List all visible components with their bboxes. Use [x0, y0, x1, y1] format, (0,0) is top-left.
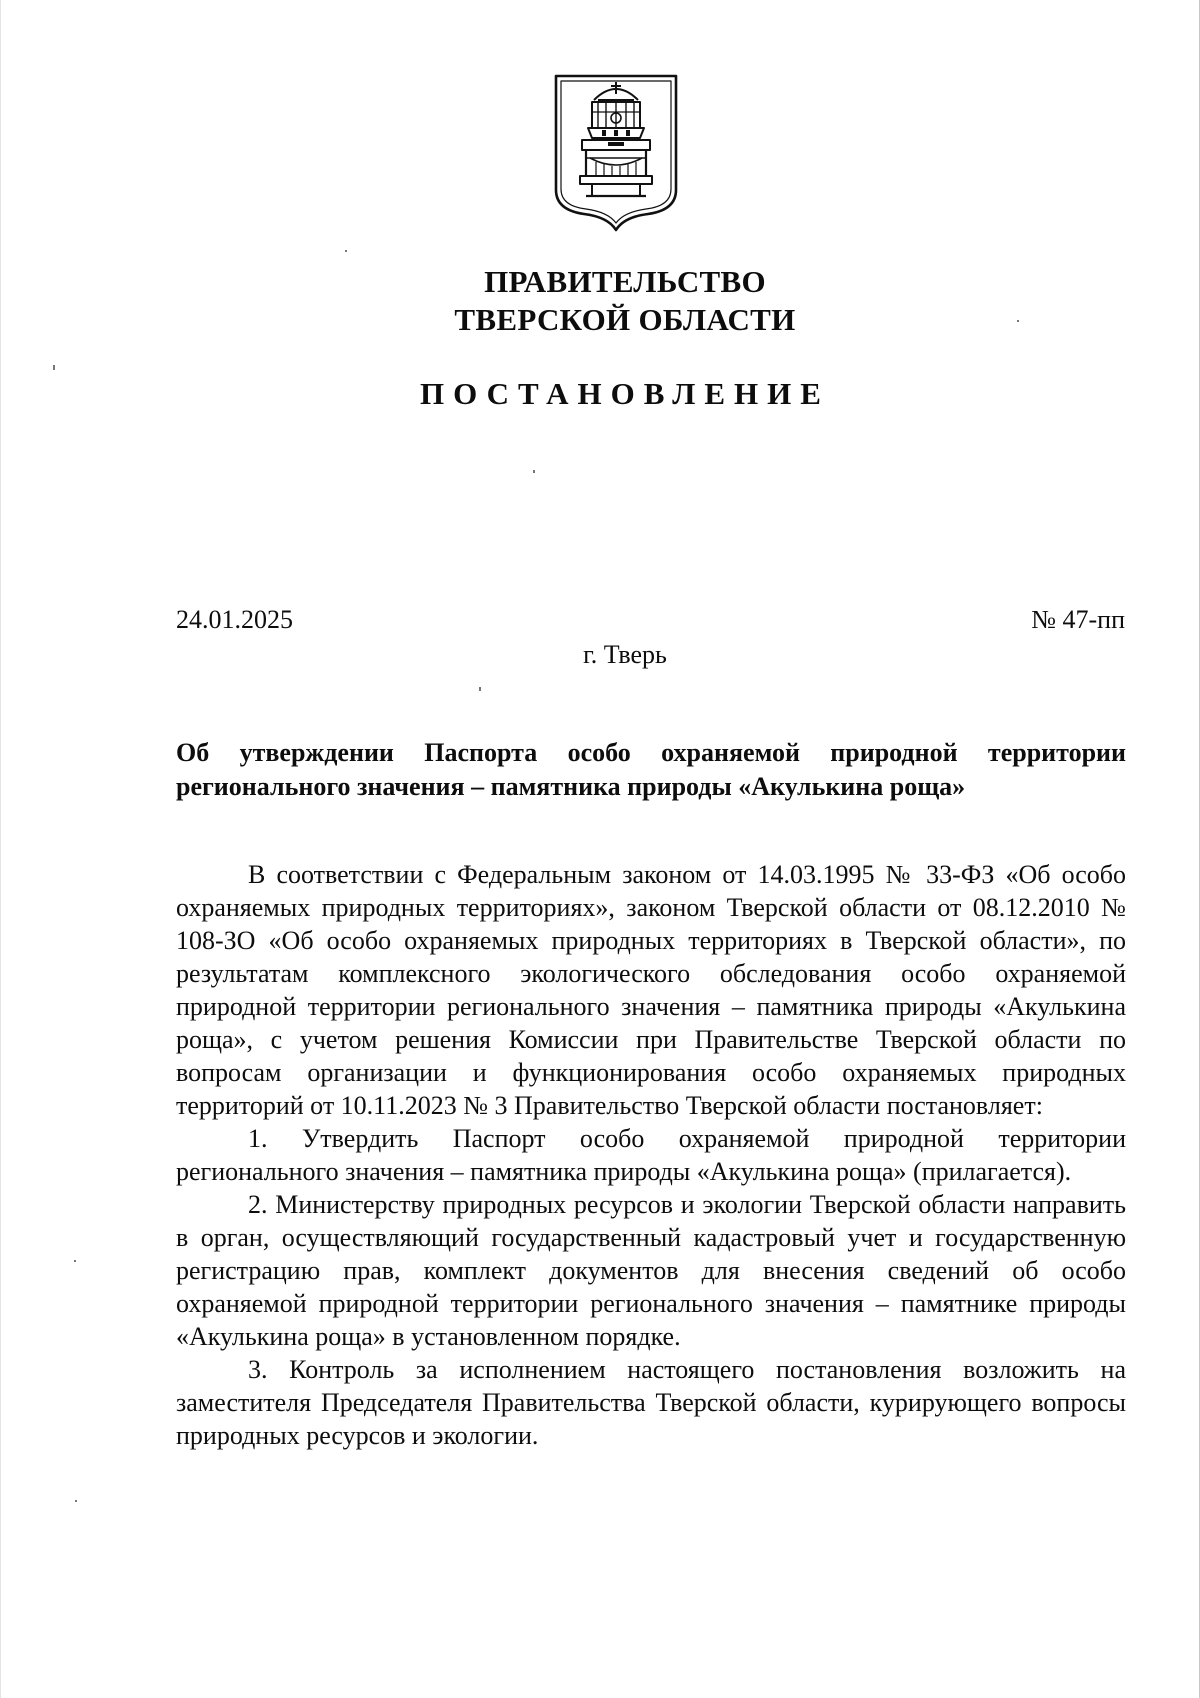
document-subject: Об утверждении Паспорта особо охраняемой природной территории регионального значения – памятника природы «Акулькина роща»: [176, 738, 1126, 801]
scan-speck: [1017, 320, 1019, 322]
body-paragraph-preamble: В соответствии с Федеральным законом от 14.03.1995 № 33-ФЗ «Об особо охраняемых природных территориях», законом Тверской области от 08.12.2010 № 108-ЗО «Об особо охраняемых природных территориях в Тверской области», по результатам комплексного экологического обследования особо охраняемой природной территории регионального значения – памятника природы «Акулькина роща», с учетом решения Комиссии при Правительстве Тверской области по вопросам организации и функционирования особо охраняемых природных территорий от 10.11.2023 № 3 Правительство Тверской области постановляет:: [176, 860, 1126, 1120]
scan-speck: [533, 470, 535, 473]
body-paragraph-item-3: 3. Контроль за исполнением настоящего постановления возложить на заместителя Председателя Правительства Тверской области, курирующего вопросы природных ресурсов и экологии.: [176, 1355, 1126, 1450]
document-number: № 47-пп: [1031, 605, 1125, 634]
scan-speck: [479, 687, 481, 691]
scan-speck: [74, 1260, 76, 1262]
scan-speck: [345, 250, 347, 252]
scan-speck: [75, 1500, 77, 1502]
document-body: [176, 858, 1126, 1452]
organization-name-line-1: ПРАВИТЕЛЬСТВО: [484, 264, 766, 299]
body-paragraph-item-2: 2. Министерству природных ресурсов и экологии Тверской области направить в орган, осуществляющий государственный кадастровый учет и государственную регистрацию прав, комплект документов для внесения сведений об особо охраняемой природной территории регионального значения – памятнике природы «Акулькина роща» в установленном порядке.: [176, 1190, 1126, 1351]
body-paragraph-item-1: 1. Утвердить Паспорт особо охраняемой природной территории регионального значения – памятника природы «Акулькина роща» (прилагается).: [176, 1124, 1126, 1186]
document-city: г. Тверь: [583, 640, 667, 669]
tver-coat-of-arms-icon: [552, 72, 680, 232]
document-type-heading: ПОСТАНОВЛЕНИЕ: [420, 376, 830, 411]
scan-speck: [53, 365, 55, 370]
document-date: 24.01.2025: [176, 605, 293, 634]
scan-edge-left: [0, 0, 1, 1698]
organization-name-line-2: ТВЕРСКОЙ ОБЛАСТИ: [454, 302, 796, 337]
